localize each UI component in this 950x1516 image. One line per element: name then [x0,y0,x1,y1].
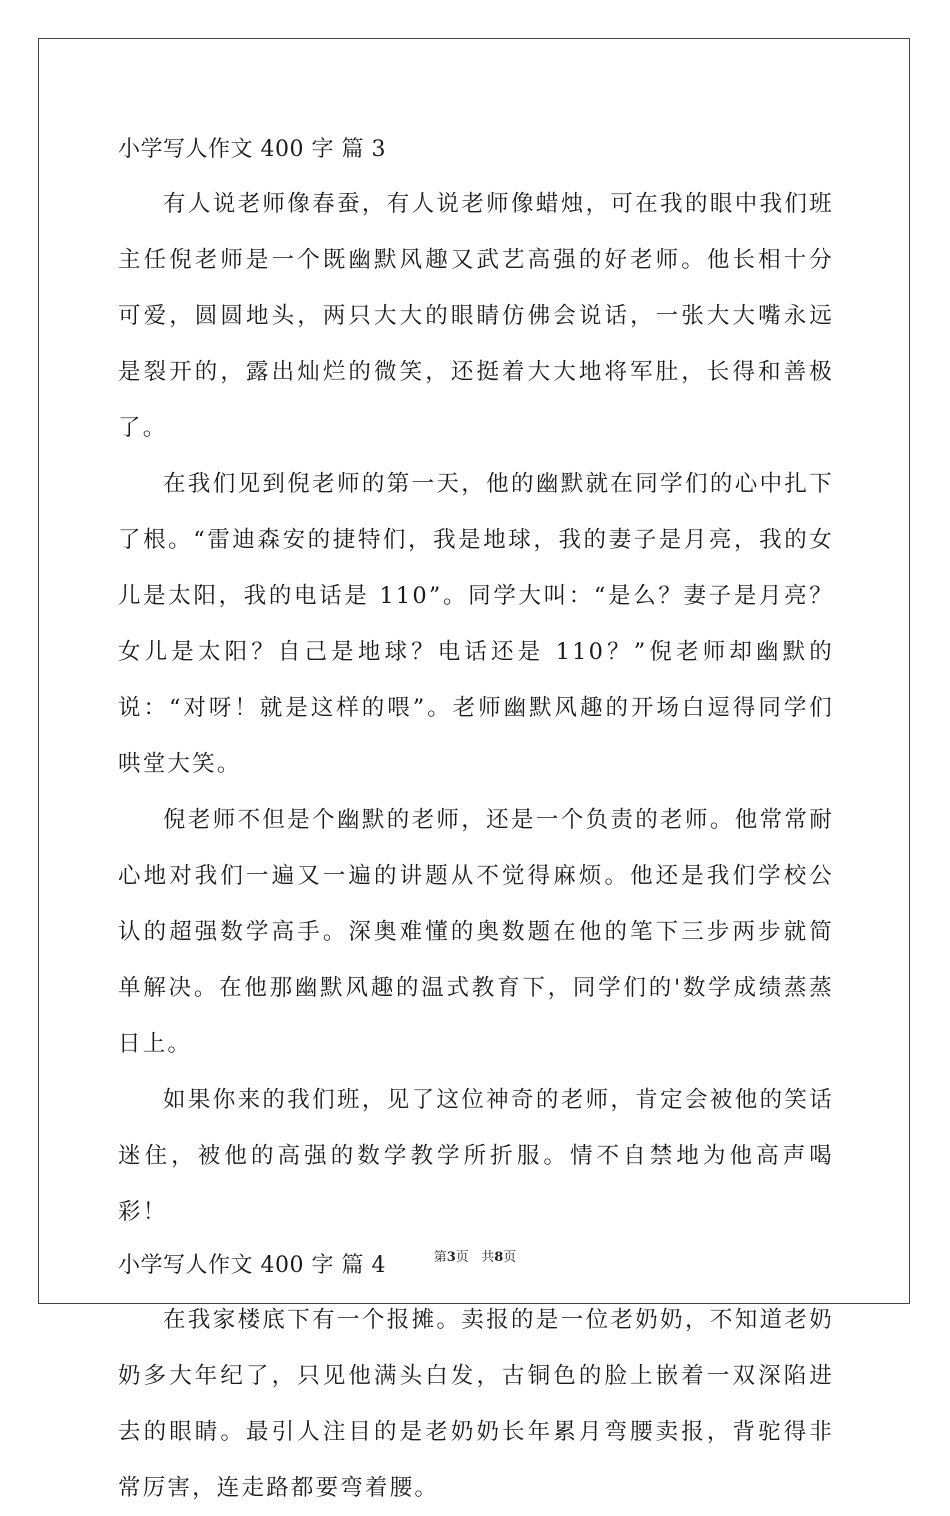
paragraph: 在我家楼底下有一个报摊。卖报的是一位老奶奶，不知道老奶奶多大年纪了，只见他满头白发，古铜色的脸上嵌着一双深陷进去的眼睛。最引人注目的是老奶奶长年累月弯腰卖报，背驼得非常厉害，连走路都要弯着腰。 [118,1307,834,1501]
section-title: 小学写人作文 400 字 篇 3 [118,137,386,162]
section-4 [118,1240,834,1516]
footer-prefix: 第 [433,1250,447,1265]
footer-suffix: 页 [503,1250,517,1265]
document-body [118,124,834,1516]
section-title: 小学写人作文 400 字 篇 4 [118,1253,386,1278]
current-page-number: 3 [446,1250,456,1265]
section-3 [118,124,834,1240]
total-page-number: 8 [494,1250,504,1265]
paragraph: 在我们见到倪老师的第一天，他的幽默就在同学们的心中扎下了根。“雷迪森安的捷特们，我是地球，我的妻子是月亮，我的女儿是太阳，我的电话是 110”。同学大叫：“是么？妻子是月亮？女儿是太阳？自己是地球？电话还是 110？”倪老师却幽默的说：“对呀！就是这样的喂”。老师幽默风趣的开场白逗得同学们哄堂大笑。 [118,471,834,777]
paragraph: 有人说老师像春蚕，有人说老师像蜡烛，可在我的眼中我们班主任倪老师是一个既幽默风趣又武艺高强的好老师。他长相十分可爱，圆圆地头，两只大大的眼睛仿佛会说话，一张大大嘴永远是裂开的，露出灿烂的微笑，还挺着大大地将军肚，长得和善极了。 [118,191,834,441]
page-footer [0,1246,950,1265]
paragraph: 倪老师不但是个幽默的老师，还是一个负责的老师。他常常耐心地对我们一遍又一遍的讲题从不觉得麻烦。他还是我们学校公认的超强数学高手。深奥难懂的奥数题在他的笔下三步两步就简单解决。在他那幽默风趣的温式教育下，同学们的'数学成绩蒸蒸日上。 [118,807,834,1057]
paragraph: 如果你来的我们班，见了这位神奇的老师，肯定会被他的笑话迷住，被他的高强的数学教学所折服。情不自禁地为他高声喝彩！ [118,1087,834,1225]
footer-mid: 页 共 [455,1250,495,1265]
